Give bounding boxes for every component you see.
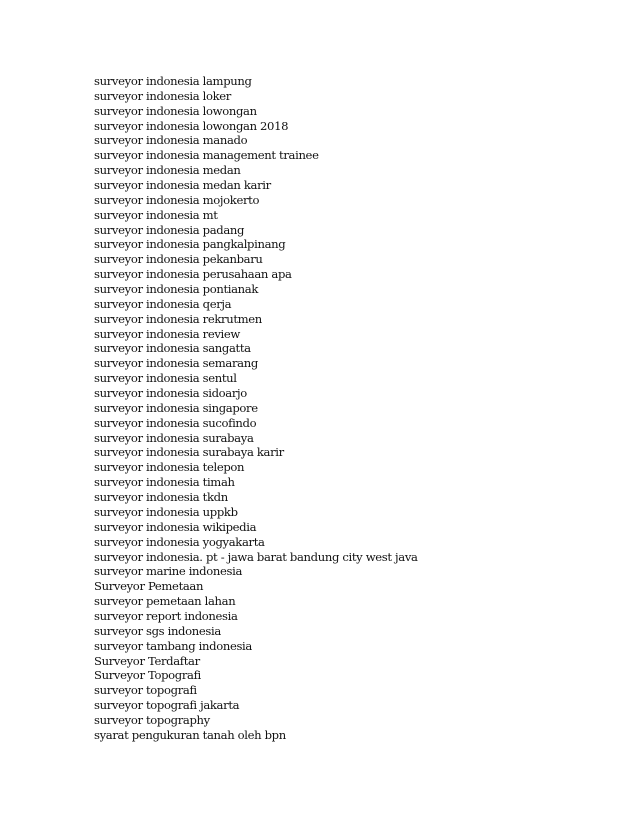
list-item: surveyor marine indonesia: [94, 564, 243, 579]
list-item: Surveyor Terdaftar: [94, 653, 200, 668]
list-item: surveyor topography: [94, 712, 210, 727]
list-item: surveyor indonesia sidoarjo: [94, 386, 247, 401]
list-item: surveyor indonesia sentul: [94, 371, 237, 386]
list-item: surveyor indonesia sucofindo: [94, 415, 257, 430]
list-item: surveyor indonesia qerja: [94, 296, 232, 311]
list-item: surveyor indonesia manado: [94, 133, 248, 148]
list-item: surveyor indonesia uppkb: [94, 504, 238, 519]
list-item: surveyor topografi jakarta: [94, 698, 240, 713]
keyword-list: [94, 74, 418, 743]
list-item: surveyor indonesia padang: [94, 222, 245, 237]
list-item: surveyor indonesia lowongan 2018: [94, 118, 289, 133]
list-item: surveyor indonesia perusahaan apa: [94, 267, 292, 282]
list-item: surveyor indonesia medan karir: [94, 178, 271, 193]
list-item: surveyor report indonesia: [94, 608, 238, 623]
list-item: surveyor indonesia loker: [94, 88, 232, 103]
list-item: surveyor indonesia lampung: [94, 74, 252, 88]
list-item: surveyor topografi: [94, 683, 197, 698]
list-item: surveyor indonesia surabaya: [94, 430, 254, 445]
list-item: surveyor indonesia singapore: [94, 400, 258, 415]
list-item: surveyor indonesia medan: [94, 163, 241, 178]
list-item: surveyor indonesia lowongan: [94, 103, 257, 118]
list-item: surveyor pemetaan lahan: [94, 594, 236, 609]
list-item: surveyor indonesia review: [94, 326, 240, 341]
list-item: surveyor indonesia tkdn: [94, 490, 228, 505]
list-item: surveyor indonesia pontianak: [94, 282, 259, 297]
list-item: surveyor sgs indonesia: [94, 623, 221, 638]
list-item: surveyor indonesia timah: [94, 475, 235, 490]
list-item: surveyor indonesia sangatta: [94, 341, 251, 356]
list-item: surveyor indonesia telepon: [94, 460, 245, 475]
list-item: surveyor indonesia mt: [94, 207, 218, 222]
list-item: Surveyor Topografi: [94, 668, 201, 683]
list-item: Surveyor Pemetaan: [94, 579, 204, 594]
list-item: surveyor tambang indonesia: [94, 638, 252, 653]
list-item: surveyor indonesia pangkalpinang: [94, 237, 286, 252]
list-item: syarat pengukuran tanah oleh bpn: [94, 727, 286, 742]
list-item: surveyor indonesia surabaya karir: [94, 445, 284, 460]
list-item: surveyor indonesia pekanbaru: [94, 252, 263, 267]
list-item: surveyor indonesia yogyakarta: [94, 534, 265, 549]
list-item: surveyor indonesia management trainee: [94, 148, 319, 163]
list-item: surveyor indonesia rekrutmen: [94, 311, 262, 326]
list-item: surveyor indonesia semarang: [94, 356, 258, 371]
list-item: surveyor indonesia. pt - jawa barat bandung city west java: [94, 549, 418, 564]
list-item: surveyor indonesia wikipedia: [94, 519, 257, 534]
list-item: surveyor indonesia mojokerto: [94, 192, 260, 207]
